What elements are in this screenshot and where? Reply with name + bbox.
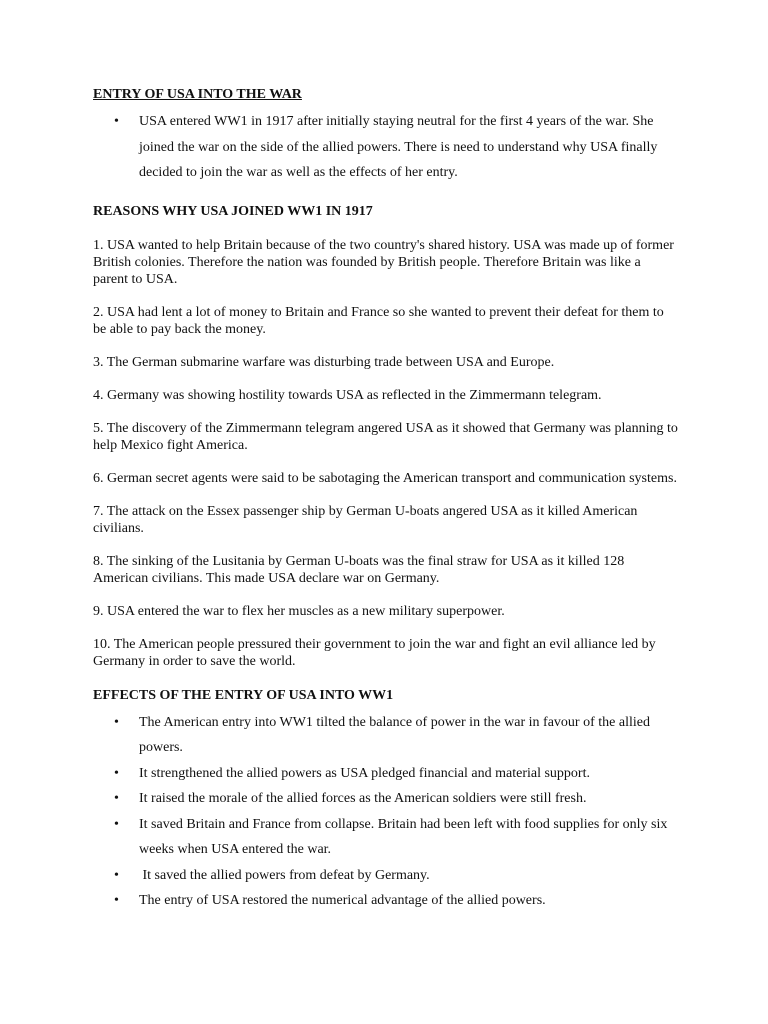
bullet-text: It saved the allied powers from defeat by Germany. (139, 867, 430, 883)
list-item (93, 863, 678, 889)
bullet-icon: • (114, 714, 119, 730)
bullet-icon: • (114, 893, 119, 908)
reason-item-4: 4. Germany was showing hostility towards USA as reflected in the Zimmermann telegram. (93, 387, 602, 403)
effects-bullet-list (93, 710, 678, 914)
entry-bullet-list (93, 109, 678, 186)
bullet-text: The American entry into WW1 tilted the balance of power in the war in favour of the allied powers. (139, 714, 650, 755)
list-item (93, 710, 678, 761)
document-page (93, 86, 678, 914)
reason-item-3: 3. The German submarine warfare was disturbing trade between USA and Europe. (93, 354, 555, 370)
reason-item-2: 2. USA had lent a lot of money to Britain and France so she wanted to prevent their defeat for them to be able to pay back the money. (93, 304, 664, 337)
list-item (93, 761, 678, 787)
reason-item-6: 6. German secret agents were said to be sabotaging the American transport and communication systems. (93, 470, 677, 486)
bullet-icon: • (114, 791, 119, 806)
bullet-text: The entry of USA restored the numerical advantage of the allied powers. (139, 893, 546, 908)
bullet-text: It strengthened the allied powers as USA pledged financial and material support. (139, 765, 590, 781)
reason-item-9: 9. USA entered the war to flex her muscles as a new military superpower. (93, 603, 505, 619)
list-item (93, 812, 678, 863)
list-item (93, 888, 678, 914)
reason-item-8: 8. The sinking of the Lusitania by German U-boats was the final straw for USA as it killed 128 American civilians. This made USA declare war on Germany. (93, 553, 625, 586)
list-item (93, 786, 678, 812)
bullet-text: USA entered WW1 in 1917 after initially staying neutral for the first 4 years of the war. She joined the war on the side of the allied powers. There is need to understand why USA finally decided to join the war as well as the effects of her entry. (139, 114, 658, 180)
bullet-icon: • (114, 816, 119, 832)
reason-item-5: 5. The discovery of the Zimmermann telegram angered USA as it showed that Germany was planning to help Mexico fight America. (93, 420, 678, 453)
reason-item-7: 7. The attack on the Essex passenger ship by German U-boats angered USA as it killed American civilians. (93, 503, 638, 536)
list-item (93, 109, 678, 186)
bullet-text: It raised the morale of the allied forces as the American soldiers were still fresh. (139, 791, 587, 806)
bullet-icon: • (114, 765, 119, 781)
bullet-icon: • (114, 114, 119, 129)
section-heading-effects: EFFECTS OF THE ENTRY OF USA INTO WW1 (93, 687, 394, 703)
reason-item-10: 10. The American people pressured their government to join the war and fight an evil alliance led by Germany in order to save the world. (93, 636, 656, 669)
section-heading-reasons: REASONS WHY USA JOINED WW1 IN 1917 (93, 203, 373, 219)
reason-item-1: 1. USA wanted to help Britain because of the two country's shared history. USA was made up of former British colonies. Therefore the nation was founded by British people. Therefore Britain was like a parent to USA. (93, 237, 674, 287)
bullet-text: It saved Britain and France from collapse. Britain had been left with food supplies for only six weeks when USA entered the war. (139, 816, 668, 857)
section-heading-entry: ENTRY OF USA INTO THE WAR (93, 87, 302, 102)
bullet-icon: • (114, 867, 119, 883)
